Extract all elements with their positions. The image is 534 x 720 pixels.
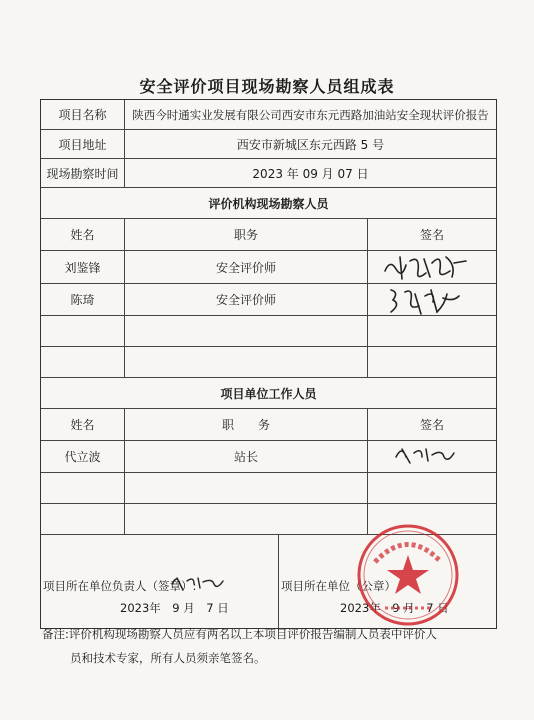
footer-left-label: 项目所在单位负责人（签章）: — [43, 579, 197, 593]
unit-section-header — [41, 378, 496, 409]
signature-liu — [380, 251, 470, 285]
table-row — [41, 347, 496, 378]
agency-header-row — [41, 219, 496, 251]
unit-row-sign — [367, 473, 496, 503]
agency-row-sign — [367, 316, 496, 346]
survey-time-row — [41, 159, 496, 188]
project-address-value: 西安市新城区东元西路 5 号 — [124, 130, 496, 158]
unit-row-role — [124, 473, 367, 503]
agency-section-header — [41, 188, 496, 219]
agency-row-name: 陈琦 — [70, 293, 95, 307]
footer-right-label: 项目所在单位（公章） — [281, 579, 396, 593]
unit-header-role: 职 务 — [124, 409, 367, 440]
unit-section-title: 项目单位工作人员 — [220, 386, 317, 401]
note-line-2: 员和技术专家，所有人员须亲笔签名。 — [70, 651, 266, 665]
project-address-label: 项目地址 — [58, 137, 107, 152]
unit-header-sign: 签名 — [367, 409, 496, 440]
agency-row-role: 安全评价师 — [124, 251, 367, 283]
project-name-label: 项目名称 — [58, 108, 107, 122]
signature-dai — [392, 439, 462, 467]
unit-row-role — [124, 504, 367, 534]
agency-row-sign — [367, 347, 496, 377]
unit-header-row — [41, 409, 496, 441]
unit-row-name — [41, 504, 124, 534]
unit-row-name: 代立波 — [64, 450, 101, 464]
agency-section-title: 评价机构现场勘察人员 — [208, 196, 329, 211]
unit-row-name — [41, 473, 124, 503]
note-line-1: 备注:评价机构现场勘察人员应有两名以上本项目评价报告编制人员表中评价人 — [42, 627, 437, 641]
unit-row-role: 站长 — [124, 441, 367, 472]
agency-header-sign: 签名 — [367, 219, 496, 250]
project-name-row — [41, 100, 496, 130]
signature-chen — [385, 284, 465, 318]
agency-header-name: 姓名 — [70, 228, 95, 242]
agency-row-name — [41, 316, 124, 346]
official-seal-icon — [355, 522, 461, 632]
page-title: 安全评价项目现场勘察人员组成表 — [139, 77, 395, 96]
agency-row-name — [41, 347, 124, 377]
project-name-value: 陕西今时通实业发展有限公司西安市东元西路加油站安全现状评价报告 — [124, 100, 496, 129]
agency-row-role — [124, 316, 367, 346]
table-row — [41, 473, 496, 504]
agency-header-role: 职务 — [124, 219, 367, 250]
footer-right-date: 2023年 9 月 7 日 — [340, 601, 449, 615]
footer-left-date: 2023年 9 月 7 日 — [120, 601, 229, 615]
unit-header-name: 姓名 — [70, 418, 95, 432]
agency-row-role — [124, 347, 367, 377]
survey-time-value: 2023 年 09 月 07 日 — [124, 159, 496, 187]
survey-time-label: 现场勘察时间 — [46, 166, 119, 181]
agency-row-name: 刘鉴锋 — [64, 260, 101, 275]
table-row — [41, 316, 496, 347]
agency-row-role: 安全评价师 — [124, 284, 367, 315]
project-address-row — [41, 130, 496, 159]
